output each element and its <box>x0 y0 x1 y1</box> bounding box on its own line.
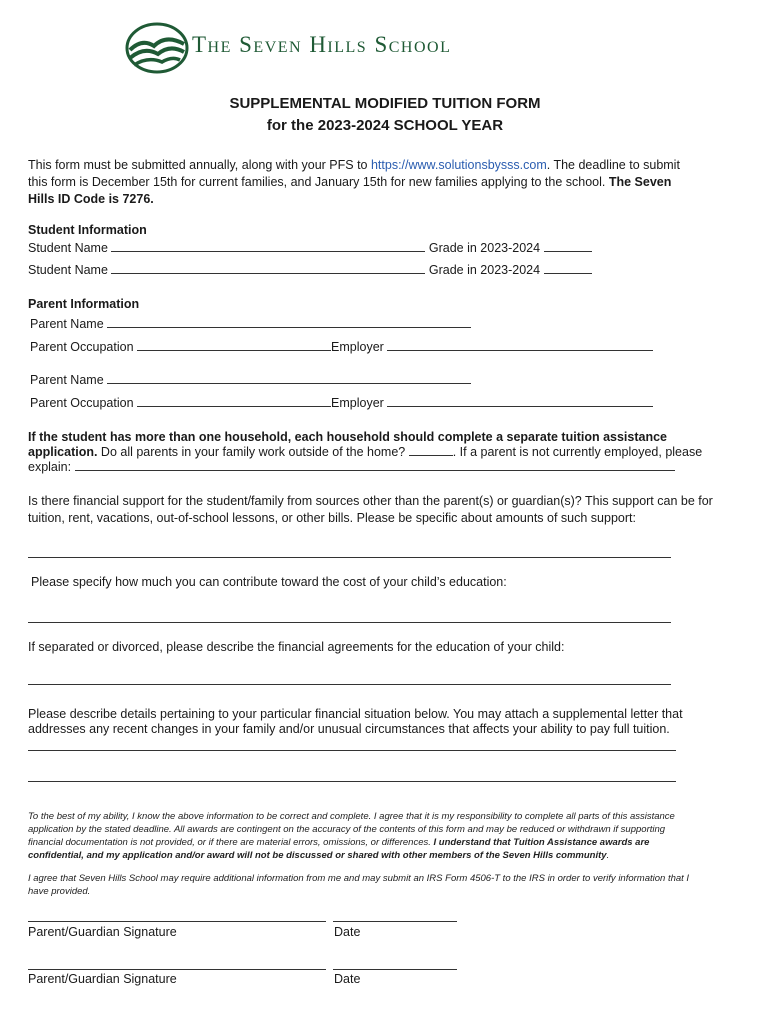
student-row-2: Student Name Grade in 2023-2024 <box>28 262 592 279</box>
irs-line-2: have provided. <box>28 886 91 897</box>
certify-line-3: financial documentation is not provided, or if there are material errors, omissions, or differences. I understand that Tuition Assistance awards are <box>28 837 650 848</box>
details-line-1: Please describe details pertaining to your particular financial situation below. You may attach a supplemental letter that <box>28 707 683 721</box>
household-line-1: If the student has more than one household, each household should complete a separate tuition assistance <box>28 430 668 444</box>
contribute-answer-line[interactable] <box>28 622 671 623</box>
certify-line-2: application by the stated deadline. All awards are contingent on the accuracy of the contents of this form and may be reduced or withdrawn if supporting <box>28 824 666 835</box>
employer-field-2[interactable] <box>387 395 653 407</box>
certify-line-1: To the best of my ability, I know the above information to be correct and complete. I agree that it is my responsibility to complete all parts of this assistance <box>28 811 675 822</box>
details-answer-line-2[interactable] <box>28 781 676 782</box>
date-label-1: Date <box>334 925 361 939</box>
signature-label-1: Parent/Guardian Signature <box>28 925 177 939</box>
separated-question: If separated or divorced, please describe the financial agreements for the education of your child: <box>28 640 565 654</box>
hills-emblem-icon <box>122 20 192 76</box>
date-label-2: Date <box>334 972 361 986</box>
parent-name-field-1[interactable] <box>107 316 471 328</box>
grade-field-1[interactable] <box>544 240 592 252</box>
student-name-field-1[interactable] <box>111 240 425 252</box>
support-answer-line[interactable] <box>28 557 671 558</box>
household-line-3: explain: <box>28 459 675 476</box>
parent-info-heading: Parent Information <box>28 297 140 311</box>
certify-line-4: confidential, and my application and/or award will not be discussed or shared with other members of the Seven Hills community. <box>28 850 610 861</box>
signature-line-1[interactable] <box>28 921 326 922</box>
intro-line-1: This form must be submitted annually, along with your PFS to https://www.solutionsbysss.com. The deadline to submit <box>28 158 680 172</box>
details-answer-line-1[interactable] <box>28 750 676 751</box>
contribute-question: Please specify how much you can contribute toward the cost of your child’s education: <box>31 575 507 589</box>
parent-name-field-2[interactable] <box>107 372 471 384</box>
irs-line-1: I agree that Seven Hills School may require additional information from me and may submit an IRS Form 4506-T to the IRS in order to verify information that I <box>28 873 690 884</box>
parent-occupation-field-2[interactable] <box>137 395 331 407</box>
separated-answer-line[interactable] <box>28 684 671 685</box>
pfs-link[interactable]: https://www.solutionsbysss.com <box>370 158 547 172</box>
intro-line-2: this form is December 15th for current families, and January 15th for new families applying to the school. The Seven <box>28 175 672 189</box>
parent-occupation-row-2: Parent Occupation Employer <box>30 395 653 412</box>
signature-line-2[interactable] <box>28 969 326 970</box>
parent-name-row-1: Parent Name <box>30 316 471 333</box>
school-logo <box>112 20 642 76</box>
parent-name-row-2: Parent Name <box>30 372 471 389</box>
work-outside-field[interactable] <box>409 444 453 456</box>
signature-label-2: Parent/Guardian Signature <box>28 972 177 986</box>
household-line-2: application. Do all parents in your family work outside of the home? . If a parent is not currently employed, please <box>28 445 703 459</box>
support-line-2: tuition, rent, vacations, out-of-school lessons, or other bills. Please be specific about amounts of such support: <box>28 511 636 525</box>
parent-occupation-field-1[interactable] <box>137 339 331 351</box>
student-row-1: Student Name Grade in 2023-2024 <box>28 240 592 257</box>
form-title: SUPPLEMENTAL MODIFIED TUITION FORM <box>229 95 541 112</box>
intro-line-3: Hills ID Code is 7276. <box>28 192 154 206</box>
date-line-1[interactable] <box>333 921 457 922</box>
date-line-2[interactable] <box>333 969 457 970</box>
support-line-1: Is there financial support for the student/family from sources other than the parent(s) or guardian(s)? This support can be for <box>28 494 713 508</box>
student-info-heading: Student Information <box>28 223 147 237</box>
parent-occupation-row-1: Parent Occupation Employer <box>30 339 653 356</box>
form-subtitle: for the 2023-2024 SCHOOL YEAR <box>266 117 504 134</box>
employer-field-1[interactable] <box>387 339 653 351</box>
grade-field-2[interactable] <box>544 262 592 274</box>
school-name: The Seven Hills School <box>192 32 452 57</box>
details-line-2: addresses any recent changes in your family and/or unusual circumstances that affects your ability to pay full tuition. <box>28 722 670 736</box>
explain-field[interactable] <box>75 459 675 471</box>
student-name-field-2[interactable] <box>111 262 425 274</box>
